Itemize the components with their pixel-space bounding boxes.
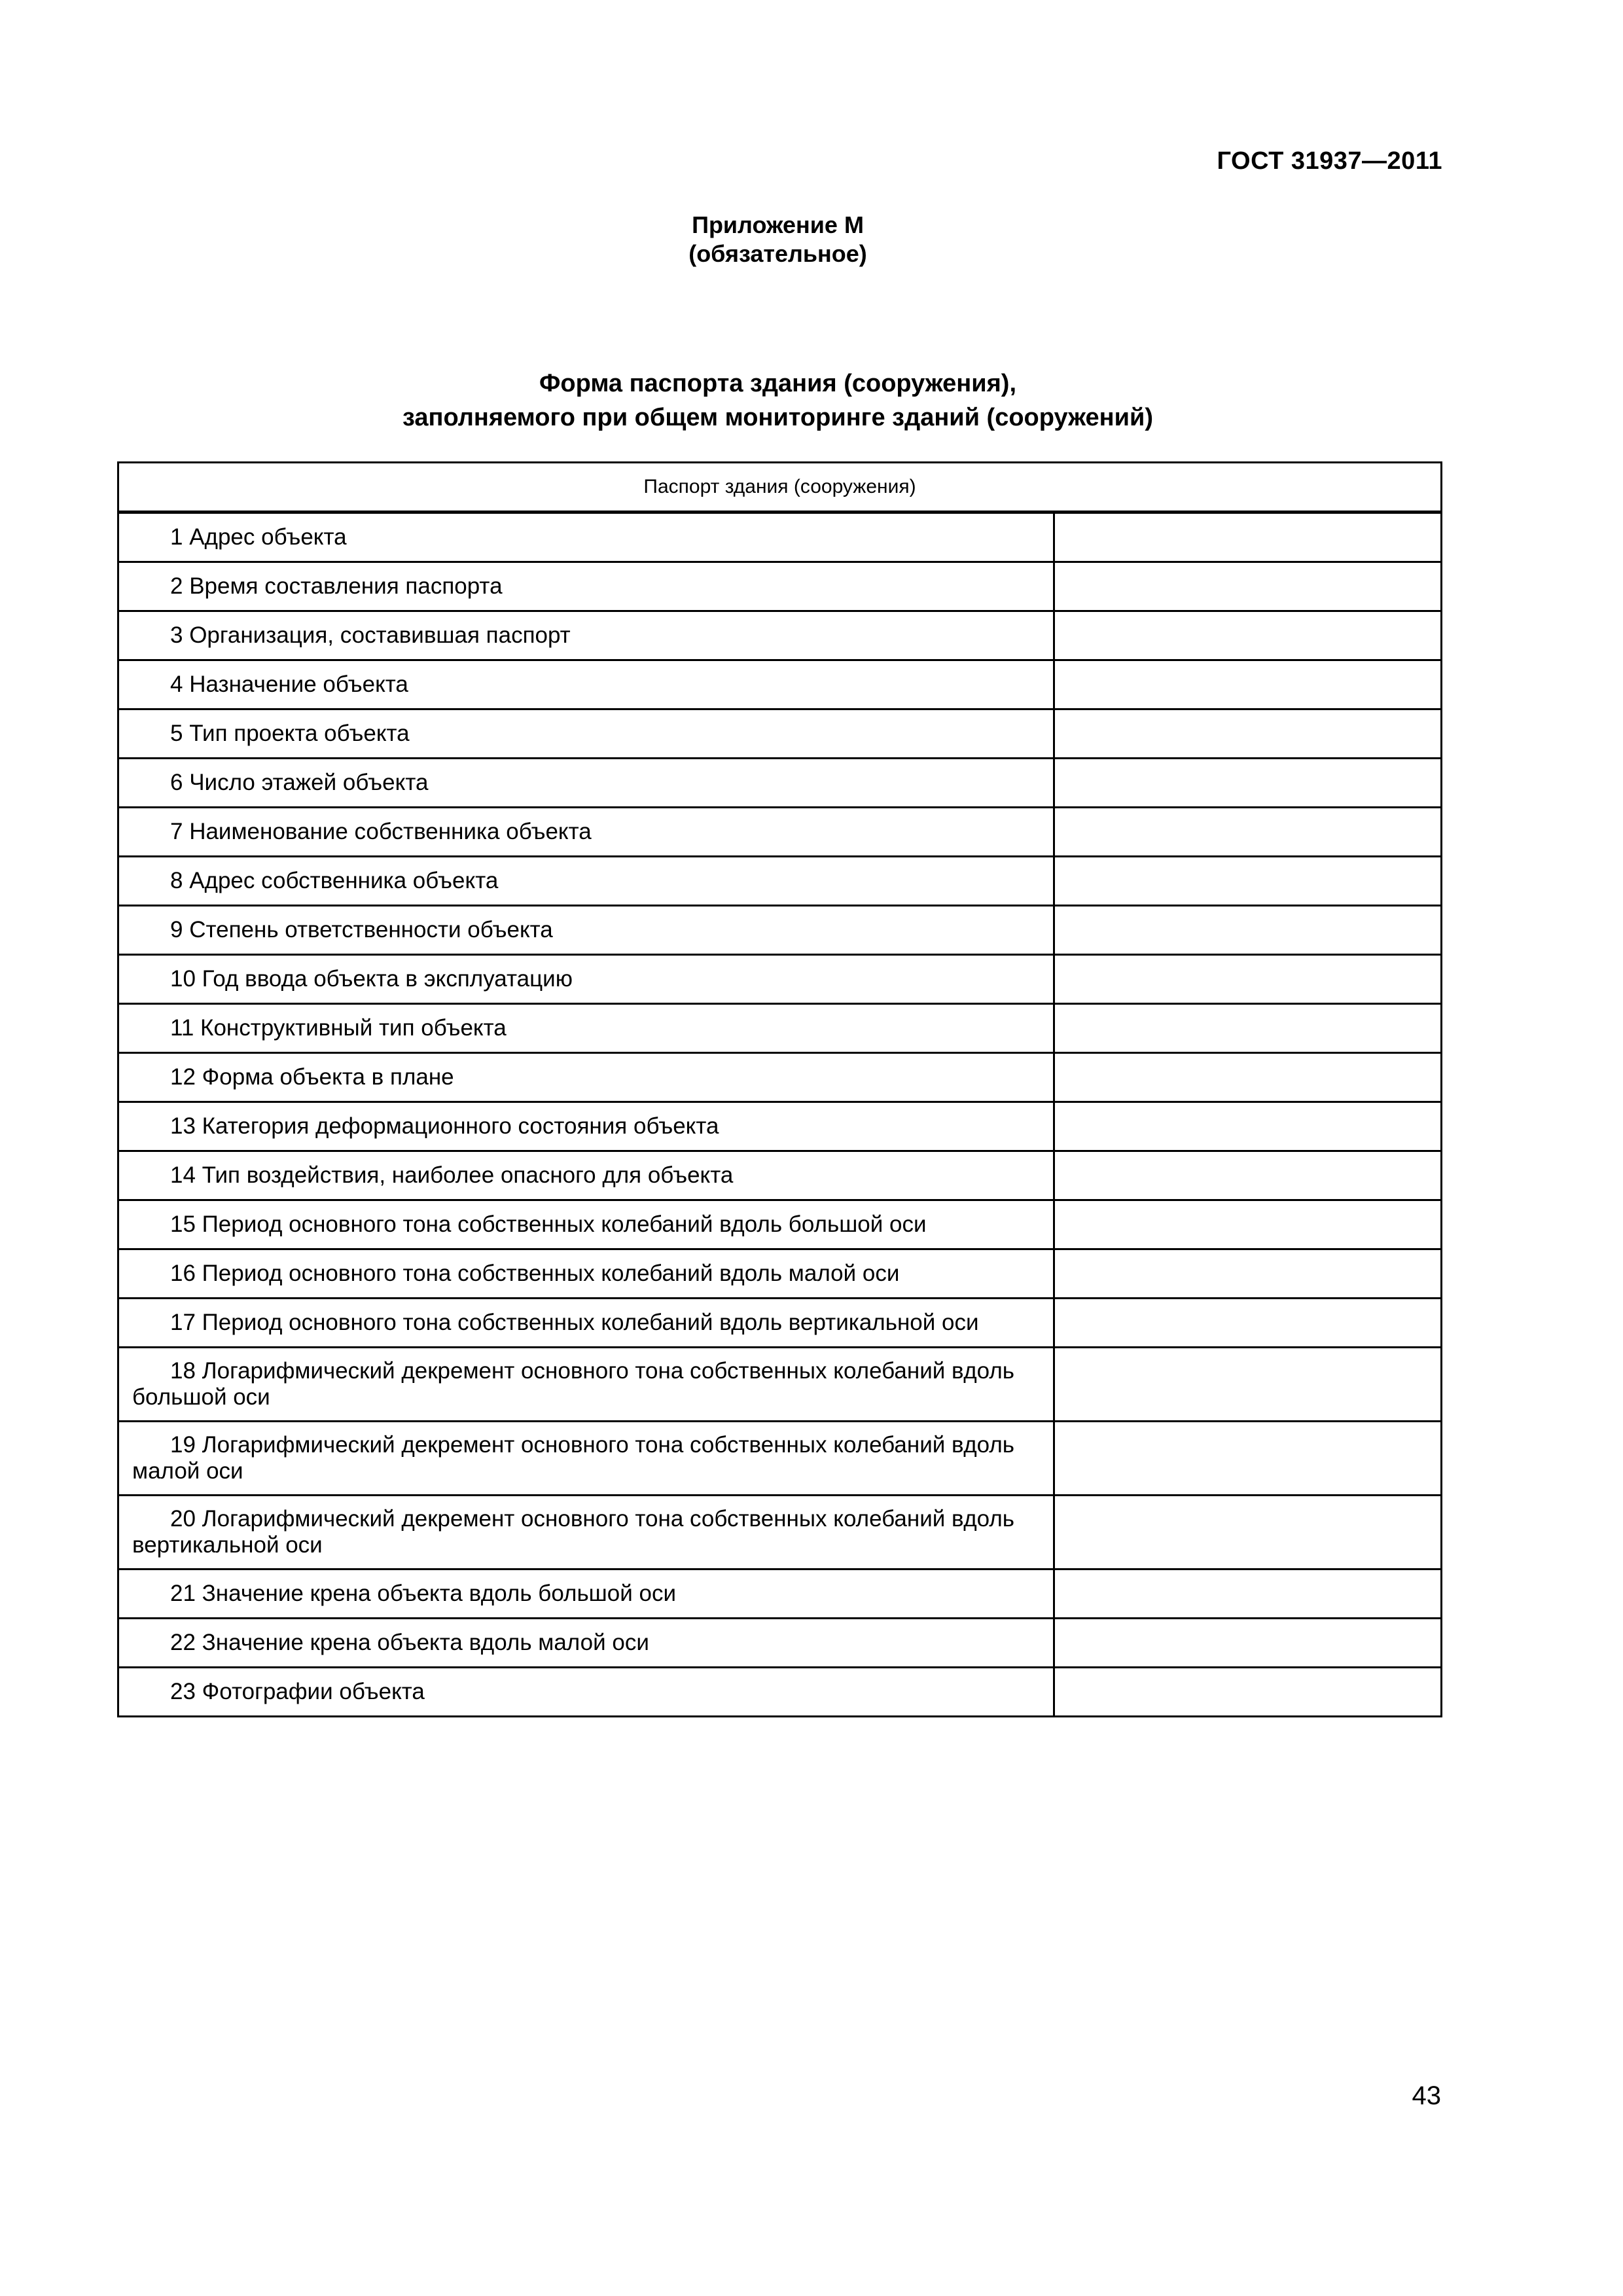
table-row	[118, 1004, 1442, 1053]
row-label: 10 Год ввода объекта в эксплуатацию	[118, 955, 1054, 1004]
form-title-line-2: заполняемого при общем мониторинге зданий (сооружений)	[402, 404, 1153, 431]
row-label: 21 Значение крена объекта вдоль большой оси	[118, 1570, 1054, 1619]
row-label: 15 Период основного тона собственных колебаний вдоль большой оси	[118, 1200, 1054, 1249]
table-row	[118, 1422, 1442, 1496]
row-value-cell[interactable]	[1054, 1102, 1442, 1151]
table-row	[118, 709, 1442, 759]
row-value-cell[interactable]	[1054, 906, 1442, 955]
table-row	[118, 1102, 1442, 1151]
table-row	[118, 759, 1442, 808]
row-value-cell[interactable]	[1054, 1151, 1442, 1200]
table-row	[118, 906, 1442, 955]
table-row	[118, 1619, 1442, 1668]
row-label: 9 Степень ответственности объекта	[118, 906, 1054, 955]
table-row	[118, 1668, 1442, 1717]
appendix-heading	[0, 211, 1556, 268]
table-row	[118, 955, 1442, 1004]
row-value-cell[interactable]	[1054, 1004, 1442, 1053]
row-value-cell[interactable]	[1054, 1249, 1442, 1299]
row-label: 5 Тип проекта объекта	[118, 709, 1054, 759]
row-label: 8 Адрес собственника объекта	[118, 857, 1054, 906]
row-label: 18 Логарифмический декремент основного тона собственных колебаний вдоль большой оси	[118, 1348, 1054, 1422]
standard-code: ГОСТ 31937—2011	[1217, 147, 1442, 175]
row-label: 22 Значение крена объекта вдоль малой оси	[118, 1619, 1054, 1668]
appendix-status: (обязательное)	[688, 240, 867, 267]
row-label: 20 Логарифмический декремент основного тона собственных колебаний вдоль вертикальной оси	[118, 1496, 1054, 1570]
row-value-cell[interactable]	[1054, 808, 1442, 857]
table-row	[118, 660, 1442, 709]
row-value-cell[interactable]	[1054, 1422, 1442, 1496]
row-value-cell[interactable]	[1054, 1619, 1442, 1668]
table-row	[118, 1200, 1442, 1249]
row-value-cell[interactable]	[1054, 1299, 1442, 1348]
row-label: 14 Тип воздействия, наиболее опасного для объекта	[118, 1151, 1054, 1200]
row-label: 1 Адрес объекта	[118, 512, 1054, 562]
row-value-cell[interactable]	[1054, 1496, 1442, 1570]
row-value-cell[interactable]	[1054, 709, 1442, 759]
row-value-cell[interactable]	[1054, 1200, 1442, 1249]
table-header-row	[118, 463, 1442, 512]
table-row	[118, 1496, 1442, 1570]
row-value-cell[interactable]	[1054, 1348, 1442, 1422]
row-label: 4 Назначение объекта	[118, 660, 1054, 709]
table-row	[118, 512, 1442, 562]
row-label: 6 Число этажей объекта	[118, 759, 1054, 808]
row-label: 2 Время составления паспорта	[118, 562, 1054, 611]
row-label: 11 Конструктивный тип объекта	[118, 1004, 1054, 1053]
row-value-cell[interactable]	[1054, 660, 1442, 709]
table-row	[118, 1348, 1442, 1422]
row-label: 17 Период основного тона собственных колебаний вдоль вертикальной оси	[118, 1299, 1054, 1348]
table-row	[118, 611, 1442, 660]
row-value-cell[interactable]	[1054, 955, 1442, 1004]
page-number: 43	[1412, 2081, 1441, 2110]
form-title	[0, 367, 1556, 435]
row-value-cell[interactable]	[1054, 611, 1442, 660]
row-label: 7 Наименование собственника объекта	[118, 808, 1054, 857]
table-row	[118, 1570, 1442, 1619]
row-label: 19 Логарифмический декремент основного тона собственных колебаний вдоль малой оси	[118, 1422, 1054, 1496]
row-label: 13 Категория деформационного состояния объекта	[118, 1102, 1054, 1151]
table-row	[118, 562, 1442, 611]
row-value-cell[interactable]	[1054, 1668, 1442, 1717]
row-value-cell[interactable]	[1054, 1570, 1442, 1619]
row-label: 16 Период основного тона собственных колебаний вдоль малой оси	[118, 1249, 1054, 1299]
table-row	[118, 857, 1442, 906]
appendix-title: Приложение М	[692, 211, 864, 238]
row-label: 23 Фотографии объекта	[118, 1668, 1054, 1717]
table-row	[118, 1053, 1442, 1102]
table-row	[118, 1299, 1442, 1348]
row-value-cell[interactable]	[1054, 512, 1442, 562]
passport-table	[117, 461, 1442, 1717]
row-value-cell[interactable]	[1054, 1053, 1442, 1102]
row-label: 3 Организация, составившая паспорт	[118, 611, 1054, 660]
form-title-line-1: Форма паспорта здания (сооружения),	[539, 370, 1017, 397]
table-row	[118, 1151, 1442, 1200]
row-value-cell[interactable]	[1054, 562, 1442, 611]
table-header: Паспорт здания (сооружения)	[118, 463, 1442, 512]
row-label: 12 Форма объекта в плане	[118, 1053, 1054, 1102]
table-row	[118, 1249, 1442, 1299]
row-value-cell[interactable]	[1054, 759, 1442, 808]
table-row	[118, 808, 1442, 857]
row-value-cell[interactable]	[1054, 857, 1442, 906]
